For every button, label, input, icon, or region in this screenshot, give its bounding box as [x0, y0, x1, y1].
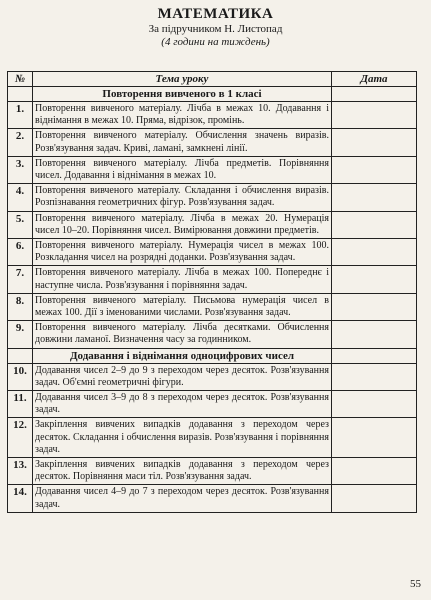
lesson-date-cell — [332, 363, 417, 390]
lesson-number: 8. — [8, 293, 33, 320]
lesson-number: 12. — [8, 418, 33, 458]
textbook-subtitle: За підручником Н. Листопад — [148, 23, 283, 35]
table-row — [8, 239, 417, 266]
table-row — [8, 129, 417, 156]
lesson-number: 4. — [8, 184, 33, 211]
lesson-topic: Повторення вивченого матеріалу. Нумерація чисел в межах 100. Розкладання чисел на розрядні доданки. Розв'язування задач. — [33, 239, 332, 266]
lesson-topic: Повторення вивченого матеріалу. Лічба предметів. Порівняння чисел. Додавання і віднімання в межах 10. — [33, 156, 332, 183]
table-row — [8, 211, 417, 238]
lesson-date-cell — [332, 266, 417, 293]
table-row — [8, 184, 417, 211]
lesson-number: 13. — [8, 458, 33, 485]
lesson-topic: Закріплення вивчених випадків додавання з переходом через десяток. Порівняння маси тіл. Розв'язування задач. — [33, 458, 332, 485]
table-row — [8, 363, 417, 390]
section-date-cell — [332, 348, 417, 363]
section-heading-row — [8, 348, 417, 363]
lesson-date-cell — [332, 211, 417, 238]
table-row — [8, 485, 417, 512]
lesson-number: 6. — [8, 239, 33, 266]
column-header-topic: Тема уроку — [33, 72, 332, 87]
lesson-date-cell — [332, 391, 417, 418]
lesson-date-cell — [332, 239, 417, 266]
section-title: Додавання і віднімання одноцифрових чисел — [33, 348, 332, 363]
table-row — [8, 293, 417, 320]
section-heading-row — [8, 87, 417, 102]
lesson-number: 1. — [8, 102, 33, 129]
hours-per-week: (4 години на тиждень) — [161, 36, 270, 48]
page-title: МАТЕМАТИКА — [157, 6, 274, 22]
lesson-number: 11. — [8, 391, 33, 418]
table-row — [8, 391, 417, 418]
table-header-row — [8, 72, 417, 87]
lesson-topic: Додавання чисел 2–9 до 9 з переходом через десяток. Розв'язування задач. Об'ємні геометричні фігури. — [33, 363, 332, 390]
section-empty-cell — [8, 87, 33, 102]
lesson-number: 7. — [8, 266, 33, 293]
lesson-number: 14. — [8, 485, 33, 512]
lesson-topic: Повторення вивченого матеріалу. Письмова нумерація чисел в межах 100. Дії з іменованими числами. Розв'язування задач. — [33, 293, 332, 320]
lesson-date-cell — [332, 293, 417, 320]
table-row — [8, 102, 417, 129]
lesson-date-cell — [332, 184, 417, 211]
lesson-topic: Повторення вивченого матеріалу. Лічба в межах 20. Нумерація чисел 10–20. Порівняння чисел. Вимірювання довжини предметів. — [33, 211, 332, 238]
lesson-number: 5. — [8, 211, 33, 238]
lesson-topic: Додавання чисел 3–9 до 8 з переходом через десяток. Розв'язування задач. — [33, 391, 332, 418]
lesson-number: 10. — [8, 363, 33, 390]
lesson-topic: Повторення вивченого матеріалу. Складання і обчислення виразів. Розпізнавання геометричних фігур. Розв'язування задач. — [33, 184, 332, 211]
lesson-plan-table — [7, 71, 417, 513]
section-empty-cell — [8, 348, 33, 363]
lesson-date-cell — [332, 458, 417, 485]
lesson-topic: Закріплення вивчених випадків додавання з переходом через десяток. Складання і обчислення виразів. Розв'язування і порівняння задач. — [33, 418, 332, 458]
lesson-topic: Додавання чисел 4–9 до 7 з переходом через десяток. Розв'язування задач. — [33, 485, 332, 512]
section-title: Повторення вивченого в 1 класі — [33, 87, 332, 102]
lesson-topic: Повторення вивченого матеріалу. Лічба в межах 10. Додавання і віднімання в межах 10. Пряма, відрізок, промінь. — [33, 102, 332, 129]
table-row — [8, 418, 417, 458]
lesson-topic: Повторення вивченого матеріалу. Лічба десятками. Обчислення довжини ламаної. Визначення часу за годинником. — [33, 321, 332, 348]
table-row — [8, 458, 417, 485]
lesson-number: 9. — [8, 321, 33, 348]
lesson-date-cell — [332, 321, 417, 348]
page-number: 55 — [410, 578, 421, 590]
column-header-number: № — [8, 72, 33, 87]
table-row — [8, 266, 417, 293]
column-header-date: Дата — [332, 72, 417, 87]
table-row — [8, 321, 417, 348]
table-row — [8, 156, 417, 183]
page-header — [0, 6, 431, 49]
lesson-date-cell — [332, 156, 417, 183]
lesson-date-cell — [332, 129, 417, 156]
section-date-cell — [332, 87, 417, 102]
lesson-topic: Повторення вивченого матеріалу. Обчислення значень виразів. Розв'язування задач. Криві, ламані, замкнені лінії. — [33, 129, 332, 156]
table-body — [8, 87, 417, 513]
lesson-number: 3. — [8, 156, 33, 183]
lesson-date-cell — [332, 418, 417, 458]
lesson-number: 2. — [8, 129, 33, 156]
lesson-topic: Повторення вивченого матеріалу. Лічба в межах 100. Попереднє і наступне числа. Розв'язування і порівняння задач. — [33, 266, 332, 293]
lesson-date-cell — [332, 485, 417, 512]
lesson-date-cell — [332, 102, 417, 129]
